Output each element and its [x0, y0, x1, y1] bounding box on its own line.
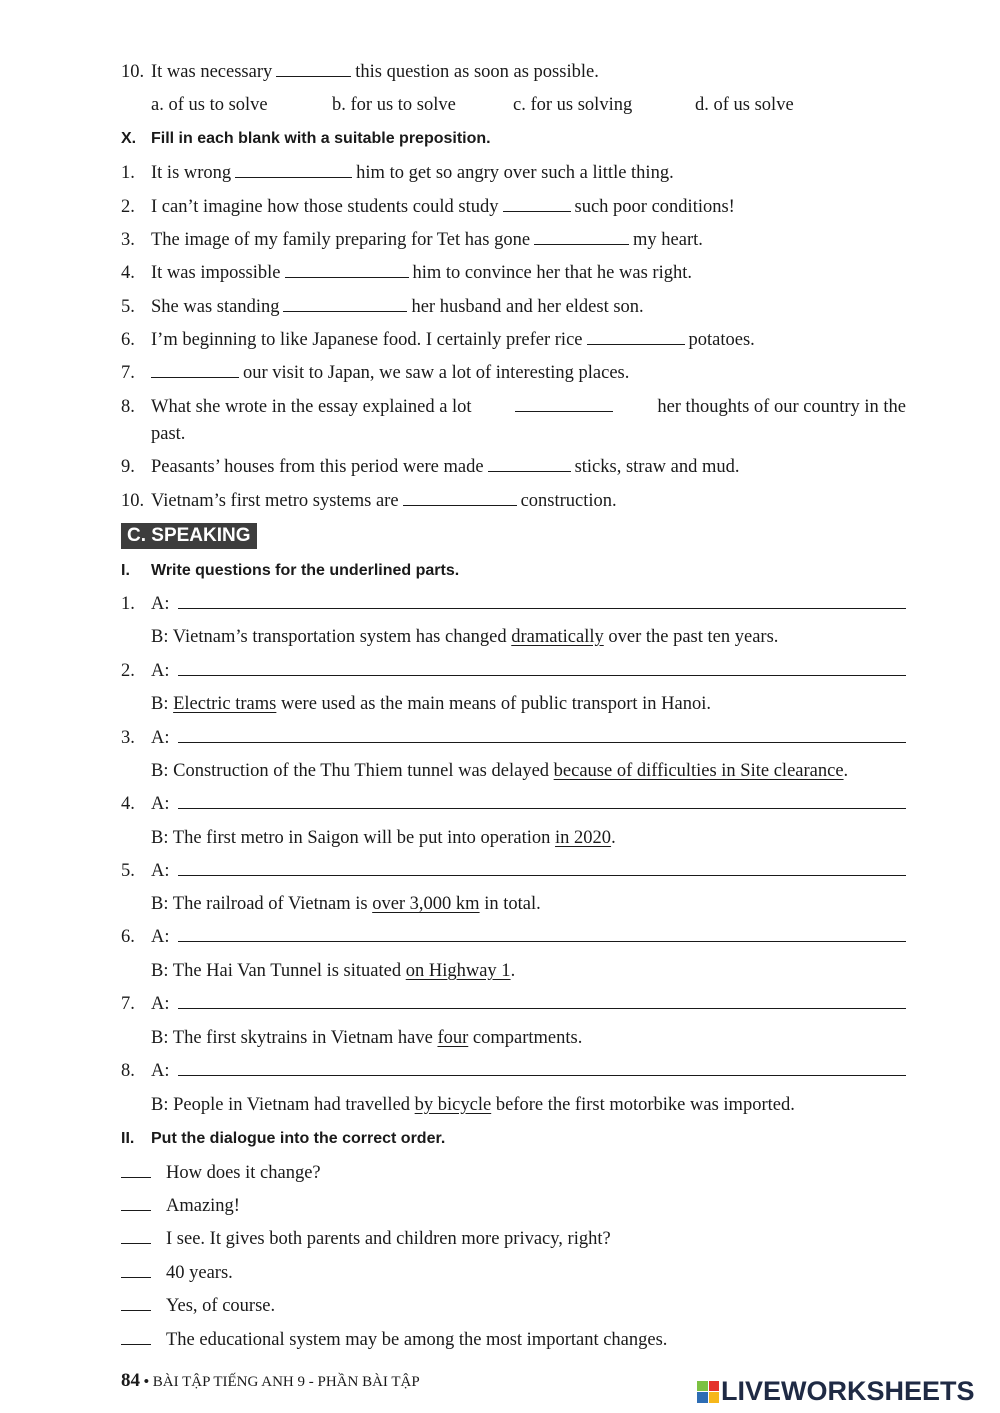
- section-title: Write questions for the underlined parts.: [151, 562, 460, 579]
- b-text: B: The railroad of Vietnam is: [151, 894, 373, 914]
- liveworksheets-logo-text: LIVEWORKSHEETS: [721, 1376, 975, 1406]
- underlined-part: by bicycle: [414, 1095, 492, 1115]
- item-text: She was standing: [151, 297, 280, 317]
- underlined-part: Electric trams: [173, 694, 277, 714]
- item-text: her thoughts of our country in the: [657, 397, 906, 417]
- dialogue-text: I see. It gives both parents and children more privacy, right?: [166, 1229, 611, 1249]
- order-blank[interactable]: [121, 1228, 151, 1244]
- item-number: 8.: [121, 397, 135, 417]
- answer-blank[interactable]: [403, 490, 517, 506]
- dialogue-text: How does it change?: [166, 1163, 321, 1183]
- b-sentence: [151, 693, 711, 715]
- question-answer-line[interactable]: [178, 593, 906, 609]
- b-text: B: The first skytrains in Vietnam have: [151, 1028, 438, 1048]
- item-text: our visit to Japan, we saw a lot of interesting places.: [243, 363, 630, 383]
- b-text: before the first motorbike was imported.: [491, 1095, 795, 1115]
- b-sentence: [151, 893, 541, 915]
- b-text: were used as the main means of public transport in Hanoi.: [276, 694, 711, 714]
- book-title: BÀI TẬP TIẾNG ANH 9 - PHẦN BÀI TẬP: [152, 1374, 420, 1390]
- item-text: potatoes.: [688, 330, 755, 350]
- item-number: 4.: [121, 263, 135, 283]
- question-answer-line[interactable]: [178, 660, 906, 676]
- a-label: A:: [151, 594, 170, 614]
- item-text: him to convince her that he was right.: [412, 263, 692, 283]
- answer-blank[interactable]: [276, 61, 351, 77]
- item-number: 5.: [121, 297, 135, 317]
- underlined-part: on Highway 1: [405, 961, 511, 981]
- b-text: in total.: [479, 894, 541, 914]
- a-label: A:: [151, 1061, 170, 1081]
- a-label: A:: [151, 661, 170, 681]
- underlined-part: dramatically: [511, 627, 604, 647]
- item-text: construction.: [520, 491, 617, 511]
- b-text: B: People in Vietnam had travelled: [151, 1095, 415, 1115]
- item-text: It was impossible: [151, 263, 281, 283]
- item-number: 4.: [121, 794, 135, 814]
- item-text: Peasants’ houses from this period were made: [151, 457, 484, 477]
- order-blank[interactable]: [121, 1329, 151, 1345]
- underlined-part: over 3,000 km: [372, 894, 480, 914]
- dialogue-text: 40 years.: [166, 1263, 233, 1283]
- section-label: X.: [121, 130, 137, 147]
- item-number: 8.: [121, 1061, 135, 1081]
- dialogue-text: Amazing!: [166, 1196, 240, 1216]
- a-label: A:: [151, 994, 170, 1014]
- question-answer-line[interactable]: [178, 793, 906, 809]
- item-number: 1.: [121, 594, 135, 614]
- liveworksheets-logo: [697, 1376, 975, 1407]
- item-text: past.: [151, 424, 186, 444]
- item-number: 3.: [121, 230, 135, 250]
- underlined-part: because of difficulties in Site clearance: [553, 761, 844, 781]
- option-b[interactable]: b. for us to solve: [332, 95, 456, 115]
- b-sentence: [151, 960, 515, 982]
- speaking-banner: C. SPEAKING: [121, 523, 257, 549]
- b-text: over the past ten years.: [603, 627, 779, 647]
- a-label: A:: [151, 927, 170, 947]
- b-text: compartments.: [468, 1028, 583, 1048]
- item-number: 2.: [121, 661, 135, 681]
- section-label: II.: [121, 1130, 135, 1147]
- a-label: A:: [151, 794, 170, 814]
- underlined-part: four: [437, 1028, 469, 1048]
- section-title: Fill in each blank with a suitable preposition.: [151, 130, 491, 147]
- b-text: B: The Hai Van Tunnel is situated: [151, 961, 406, 981]
- answer-blank[interactable]: [503, 196, 571, 212]
- question-text: It was necessary: [151, 62, 273, 82]
- answer-blank[interactable]: [515, 396, 613, 412]
- item-text: her husband and her eldest son.: [411, 297, 644, 317]
- item-text: such poor conditions!: [574, 197, 735, 217]
- item-number: 3.: [121, 728, 135, 748]
- answer-blank[interactable]: [534, 229, 629, 245]
- question-number: 10.: [121, 62, 145, 82]
- answer-blank[interactable]: [283, 296, 407, 312]
- option-c[interactable]: c. for us solving: [513, 95, 633, 115]
- answer-blank[interactable]: [488, 456, 571, 472]
- b-text: B:: [151, 694, 174, 714]
- b-sentence: [151, 1027, 582, 1049]
- underlined-part: in 2020: [555, 828, 612, 848]
- item-number: 6.: [121, 927, 135, 947]
- order-blank[interactable]: [121, 1162, 151, 1178]
- page-footer: [121, 1370, 420, 1393]
- footer-bullet: •: [143, 1374, 150, 1390]
- section-label: I.: [121, 562, 130, 579]
- order-blank[interactable]: [121, 1262, 151, 1278]
- b-text: B: Construction of the Thu Thiem tunnel was delayed: [151, 761, 554, 781]
- item-number: 1.: [121, 163, 135, 183]
- b-text: B: The first metro in Saigon will be put into operation: [151, 828, 556, 848]
- item-number: 6.: [121, 330, 135, 350]
- section-title: Put the dialogue into the correct order.: [151, 1130, 446, 1147]
- answer-blank[interactable]: [151, 362, 239, 378]
- option-d[interactable]: d. of us solve: [695, 95, 794, 115]
- order-blank[interactable]: [121, 1195, 151, 1211]
- b-text: .: [611, 828, 616, 848]
- question-answer-line[interactable]: [178, 860, 906, 876]
- answer-blank[interactable]: [235, 162, 352, 178]
- option-a[interactable]: a. of us to solve: [151, 95, 268, 115]
- item-number: 5.: [121, 861, 135, 881]
- b-sentence: [151, 760, 848, 782]
- dialogue-text: Yes, of course.: [166, 1296, 276, 1316]
- a-label: A:: [151, 728, 170, 748]
- question-answer-line[interactable]: [178, 727, 906, 743]
- question-answer-line[interactable]: [178, 993, 906, 1009]
- item-number: 9.: [121, 457, 135, 477]
- question-answer-line[interactable]: [178, 926, 906, 942]
- item-text: The image of my family preparing for Tet has gone: [151, 230, 531, 250]
- item-number: 7.: [121, 363, 135, 383]
- answer-blank[interactable]: [587, 329, 685, 345]
- a-label: A:: [151, 861, 170, 881]
- item-text: my heart.: [633, 230, 703, 250]
- answer-blank[interactable]: [285, 262, 409, 278]
- order-blank[interactable]: [121, 1295, 151, 1311]
- item-number: 7.: [121, 994, 135, 1014]
- item-text: him to get so angry over such a little thing.: [356, 163, 674, 183]
- page-number: 84: [121, 1370, 140, 1391]
- question-answer-line[interactable]: [178, 1060, 906, 1076]
- liveworksheets-logo-icon: [697, 1381, 719, 1403]
- b-sentence: [151, 827, 616, 849]
- item-text: I’m beginning to like Japanese food. I certainly prefer rice: [151, 330, 583, 350]
- item-text: Vietnam’s first metro systems are: [151, 491, 399, 511]
- item-text: I can’t imagine how those students could study: [151, 197, 499, 217]
- dialogue-text: The educational system may be among the most important changes.: [166, 1330, 668, 1350]
- item-text: What she wrote in the essay explained a lot: [151, 397, 472, 417]
- b-sentence: [151, 626, 778, 648]
- item-text: sticks, straw and mud.: [574, 457, 740, 477]
- item-number: 10.: [121, 491, 145, 511]
- b-text: B: Vietnam’s transportation system has changed: [151, 627, 512, 647]
- b-text: .: [510, 961, 516, 981]
- item-number: 2.: [121, 197, 135, 217]
- b-text: .: [843, 761, 849, 781]
- question-text: this question as soon as possible.: [355, 62, 599, 82]
- item-text: It is wrong: [151, 163, 232, 183]
- b-sentence: [151, 1094, 795, 1116]
